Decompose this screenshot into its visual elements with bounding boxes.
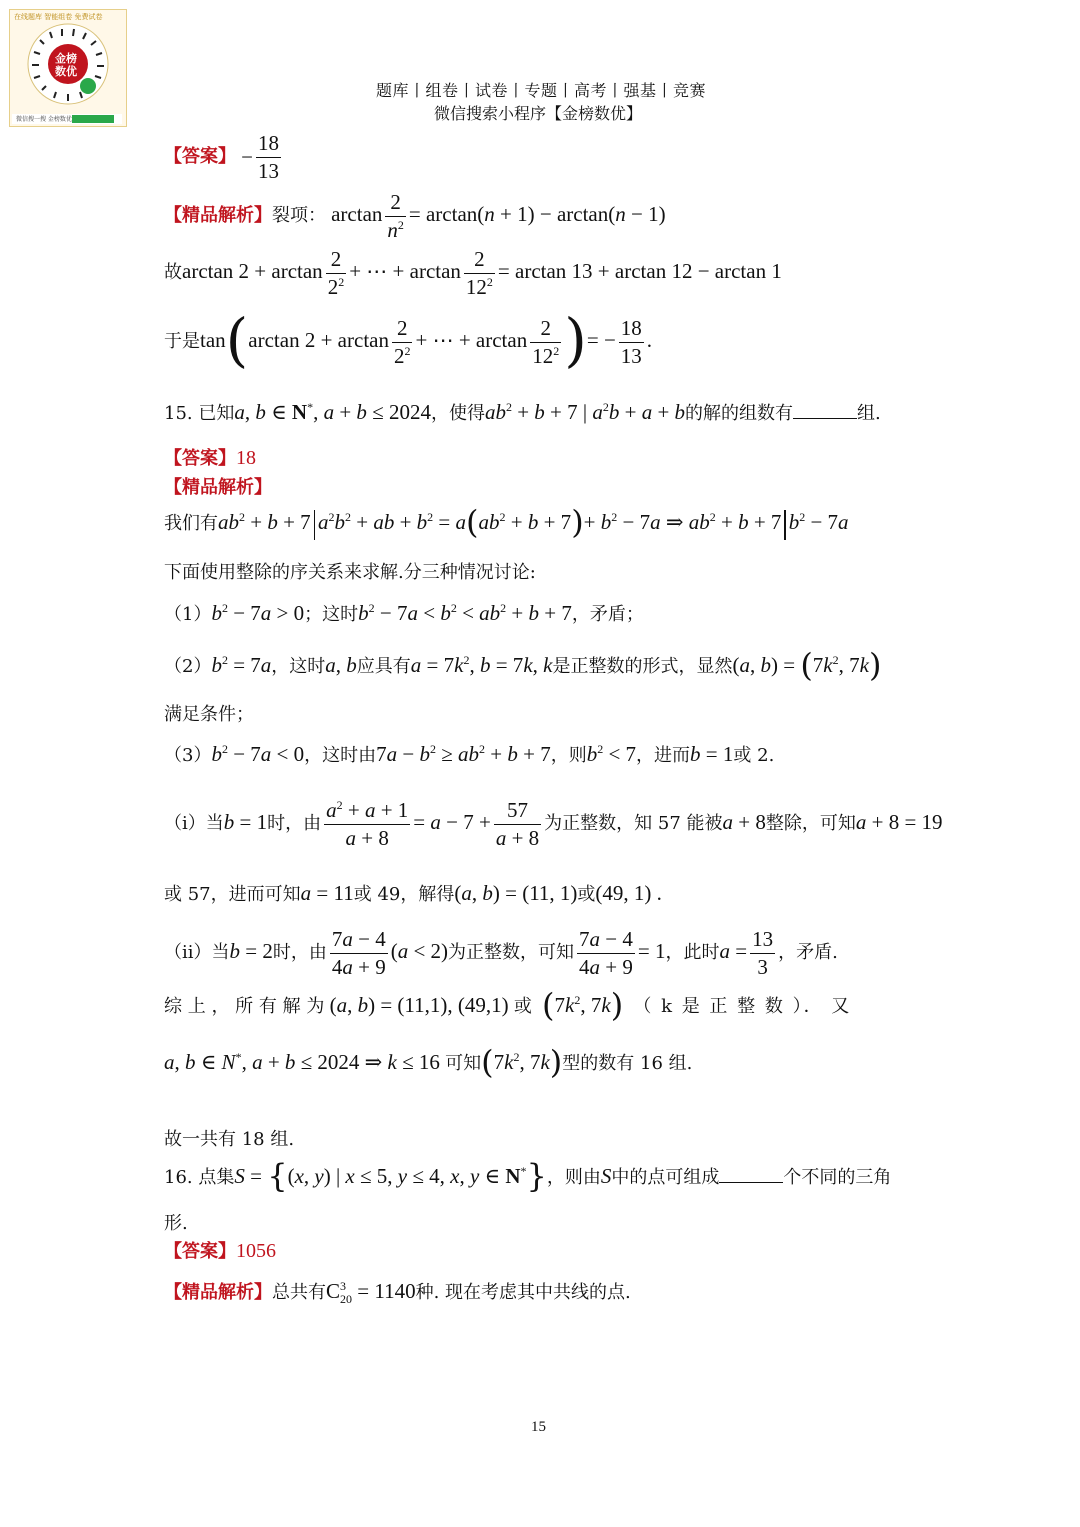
q15-subcase-i: （i）当b = 1时，由 $\frac{a^2 + a + 1}{a + 8}$ = a − 7 + $\frac{57}{a + 8}$ 为正整数，知 57 能被a + 8整除，可知a + 8 = 19 (164, 798, 943, 850)
analysis-tag: 【精品解析】 (164, 205, 272, 226)
answer-blank (793, 400, 857, 419)
q15-total: 故一共有 18 组. (164, 1129, 295, 1150)
q15-case-1: $(1)b^2 - 7a > 0$；这时$b^2 - 7a < b^2 < ab^2 + b + 7$，矛盾； (164, 601, 644, 625)
q14-sum-line: 故arctan 2 + arctan $\frac{2}{2^2}$ + ⋯ + arctan $\frac{2}{12^2}$ = arctan 13 + arctan 12 − arctan 1 (164, 247, 782, 299)
q15-analysis-tag-line: 【精品解析】 (164, 477, 272, 498)
q15-derivation: 我们有$ab^2 + b + 7$ $a^2b^2$ + ab + $b^2 = a(ab^2 + b + 7)+ b^2 - 7a$ ⇒ $ab^2 + b + 7$ $b^2 - 7a$ (164, 502, 849, 541)
q16-answer: 1056 (236, 1240, 276, 1262)
q15-subcase-i-cont: 或 57，进而可知a = 11或 49，解得(a, b) = (11, 1)或(49, 1) . (164, 881, 662, 905)
q15-stem: 15. 已知a, b ∈ N*, a + b ≤ 2024，使得$ab^2 + b + 7$ | $a^2b + a + b$的解的组数有 组. (164, 400, 881, 424)
q15-summary-2: a, b ∈ N*, a + b ≤ 2024 ⇒ k ≤ 16 可知($7k^2$, 7k)型的数有 16 组. (164, 1042, 693, 1081)
q15-case-2-cont: 满足条件； (164, 704, 254, 725)
q15-answer: 18 (236, 447, 256, 469)
q15-case-2: $(2)b^2 = 7a$，这时a, b应具有$a = 7k^2$, b = 7k, k是正整数的形式，显然(a, $b) = (7k^2$, 7k) (164, 645, 882, 684)
q14-tan-line: 于是tan(arctan 2 + arctan $\frac{2}{2^2}$ + ⋯ + arctan $\frac{2}{12^2}$ )= − $\frac{18}{13}$ . (164, 305, 653, 374)
qr-code-logo (9, 9, 127, 127)
q15-answer-line: 【答案】18 (164, 447, 256, 469)
q16-stem: 16. 点集S = {(x, y) | x ≤ 5, y ≤ 4, x, y ∈ N*}，则由S中的点可组成 个不同的三角 (164, 1156, 892, 1195)
q15-summary: 综 上 ， 所 有 解 为 (a, b) = (11,1), (49,1) 或 ($7k^2$, 7k) （ k 是 正 整 数 ）． 又 (164, 985, 852, 1024)
q16-analysis: 【精品解析】总共有$C^3_{20} = 1140$种. 现在考虑其中共线的点. (164, 1279, 631, 1306)
header-mini-program: 微信搜索小程序【金榜数优】 (434, 104, 643, 123)
q14-analysis-line: 【精品解析】裂项： arctan $\frac{2}{n^2}$ = arctan(n + 1) − arctan(n − 1) (164, 190, 666, 242)
q15-case-3: $(3)b^2 - 7a < 0$，这时由$7a - b^2 \ge ab^2 + b + 7$，则$b^2 < 7$，进而b = 1或 2. (164, 742, 775, 766)
page-number: 15 (531, 1419, 546, 1435)
header-nav: 题库丨组卷丨试卷丨专题丨高考丨强基丨竞赛 (376, 81, 707, 100)
q15-method-text: 下面使用整除的序关系来求解.分三种情况讨论: (164, 562, 536, 583)
logo-text: 金榜 数优 (55, 52, 77, 78)
answer-tag: 【答案】 (164, 146, 236, 167)
q16-stem-cont: 形. (164, 1213, 188, 1234)
answer-blank (719, 1164, 783, 1183)
logo-ring-text: 在线题库 智能组卷 免费试卷 (14, 13, 103, 21)
logo-footer-text: 微信搜一搜 金榜数优 (16, 116, 72, 123)
q16-answer-line: 【答案】1056 (164, 1240, 276, 1262)
q14-answer-line: 【答案】 − $\frac{18}{13}$ (164, 131, 279, 183)
q15-subcase-ii: （ii）当b = 2时，由 $\frac{7a - 4}{4a + 9}$ (a < 2)为正整数，可知 $\frac{7a - 4}{4a + 9}$ = 1，此时a = $\frac{13}{3}$ ，矛盾. (164, 927, 838, 979)
